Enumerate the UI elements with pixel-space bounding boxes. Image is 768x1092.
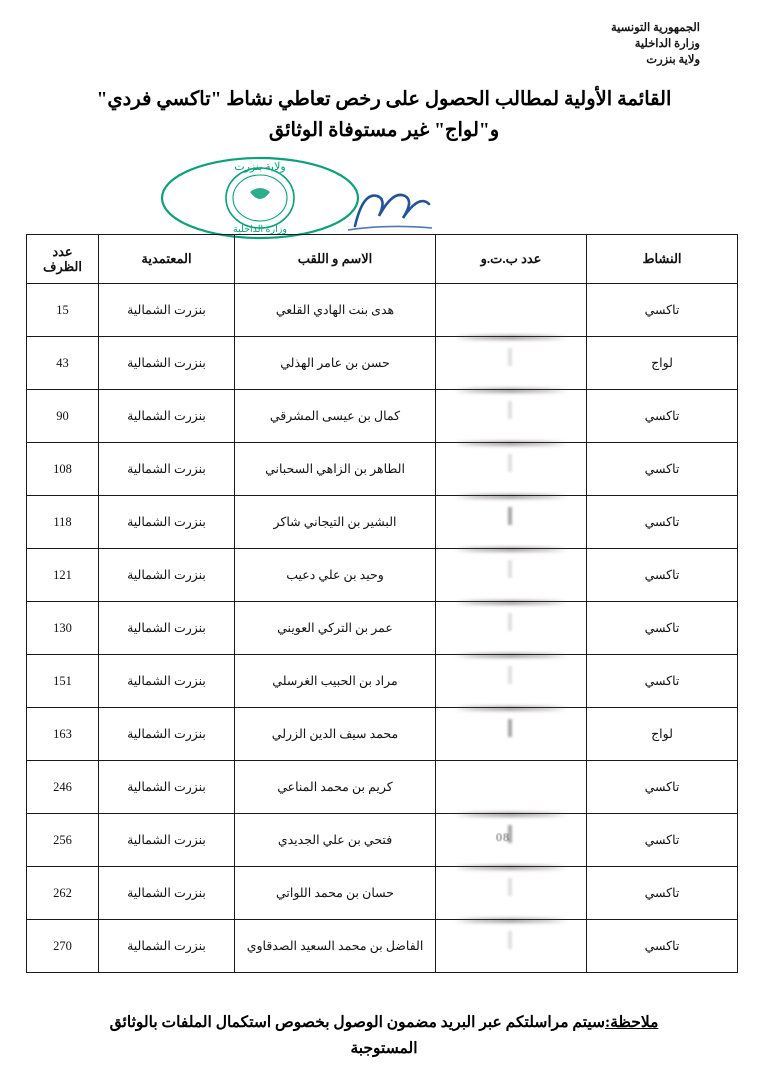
cell-envelope-number: 163 xyxy=(27,708,99,761)
ink-smudge xyxy=(436,602,586,654)
cell-envelope-number: 43 xyxy=(27,337,99,390)
cell-department: بنزرت الشمالية xyxy=(99,655,235,708)
cell-envelope-number: 262 xyxy=(27,867,99,920)
cell-department: بنزرت الشمالية xyxy=(99,761,235,814)
cell-department: بنزرت الشمالية xyxy=(99,337,235,390)
table-row xyxy=(27,602,738,655)
ink-smudge xyxy=(436,867,586,919)
footer-note-label: ملاحظة: xyxy=(605,1014,659,1031)
column-header-envelope-line-1: عدد xyxy=(52,244,73,259)
cell-activity: تاكسي xyxy=(587,390,738,443)
cell-envelope-number: 256 xyxy=(27,814,99,867)
cell-envelope-number: 130 xyxy=(27,602,99,655)
letterhead-line-1: الجمهورية التونسية xyxy=(610,22,700,34)
footer-note-line-1: سيتم مراسلتكم عبر البريد مضمون الوصول بخصوص استكمال الملفات بالوثائق xyxy=(109,1014,606,1031)
cell-envelope-number: 118 xyxy=(27,496,99,549)
ink-smudge xyxy=(436,390,586,442)
cell-envelope-number: 108 xyxy=(27,443,99,496)
cell-name: وحيد بن علي دعيب xyxy=(235,549,436,602)
cell-department: بنزرت الشمالية xyxy=(99,284,235,337)
cell-envelope-number: 121 xyxy=(27,549,99,602)
table-row xyxy=(27,655,738,708)
title-line-1: القائمة الأولية لمطالب الحصول على رخص تعاطي نشاط "تاكسي فردي" xyxy=(96,89,672,110)
cell-envelope-number: 246 xyxy=(27,761,99,814)
cell-department: بنزرت الشمالية xyxy=(99,390,235,443)
column-header-envelope-line-2: الظرف xyxy=(43,259,82,274)
cell-name: محمد سيف الدين الزرلي xyxy=(235,708,436,761)
column-header-name: الاسم و اللقب xyxy=(235,235,436,284)
cell-name: الطاهر بن الزاهي السحباني xyxy=(235,443,436,496)
cell-department: بنزرت الشمالية xyxy=(99,496,235,549)
column-header-activity: النشاط xyxy=(587,235,738,284)
letterhead xyxy=(611,20,700,68)
cell-envelope-number: 90 xyxy=(27,390,99,443)
table-row xyxy=(27,761,738,814)
cell-count xyxy=(436,549,587,602)
cell-name: فتحي بن علي الجديدي xyxy=(235,814,436,867)
cell-count xyxy=(436,920,587,973)
cell-department: بنزرت الشمالية xyxy=(99,814,235,867)
cell-activity: تاكسي xyxy=(587,655,738,708)
cell-count xyxy=(436,867,587,920)
cell-activity: تاكسي xyxy=(587,602,738,655)
page-title xyxy=(0,84,768,146)
cell-department: بنزرت الشمالية xyxy=(99,549,235,602)
column-header-count: عدد ب.ت.و xyxy=(436,235,587,284)
footer-note xyxy=(0,1010,768,1062)
svg-text:ولاية بنزرت: ولاية بنزرت xyxy=(234,161,286,173)
ink-smudge xyxy=(436,655,586,707)
cell-name: هدى بنت الهادي القلعي xyxy=(235,284,436,337)
cell-count xyxy=(436,443,587,496)
cell-count xyxy=(436,390,587,443)
letterhead-line-3: ولاية بنزرت xyxy=(646,54,700,66)
applicants-table xyxy=(26,234,738,973)
footer-note-line-2: المستوجبة xyxy=(350,1040,418,1057)
cell-department: بنزرت الشمالية xyxy=(99,708,235,761)
cell-name: كمال بن عيسى المشرقي xyxy=(235,390,436,443)
applicants-table-wrapper xyxy=(32,234,738,973)
cell-envelope-number: 15 xyxy=(27,284,99,337)
cell-count xyxy=(436,602,587,655)
ink-smudge xyxy=(436,708,586,760)
cell-name: حسن بن عامر الهذلي xyxy=(235,337,436,390)
cell-count xyxy=(436,284,587,337)
ink-smudge xyxy=(436,549,586,601)
table-row xyxy=(27,284,738,337)
column-header-department: المعتمدية xyxy=(99,235,235,284)
table-row xyxy=(27,814,738,867)
cell-envelope-number: 270 xyxy=(27,920,99,973)
cell-count xyxy=(436,761,587,814)
cell-activity: تاكسي xyxy=(587,920,738,973)
cell-activity: تاكسي xyxy=(587,814,738,867)
ink-smudge xyxy=(436,920,586,972)
cell-activity: لواج xyxy=(587,337,738,390)
cell-count xyxy=(436,814,587,867)
cell-activity: تاكسي xyxy=(587,443,738,496)
cell-name: كريم بن محمد المناعي xyxy=(235,761,436,814)
cell-count-value: 08 xyxy=(496,829,510,844)
cell-envelope-number: 151 xyxy=(27,655,99,708)
cell-activity: تاكسي xyxy=(587,549,738,602)
cell-department: بنزرت الشمالية xyxy=(99,867,235,920)
table-row xyxy=(27,337,738,390)
table-row xyxy=(27,549,738,602)
table-row xyxy=(27,390,738,443)
ink-smudge xyxy=(436,337,586,389)
cell-department: بنزرت الشمالية xyxy=(99,920,235,973)
cell-count xyxy=(436,496,587,549)
cell-count xyxy=(436,655,587,708)
cell-department: بنزرت الشمالية xyxy=(99,443,235,496)
title-line-2: و"لواج" غير مستوفاة الوثائق xyxy=(268,120,500,141)
table-row xyxy=(27,920,738,973)
table-header-row xyxy=(27,235,738,284)
table-row xyxy=(27,867,738,920)
cell-count xyxy=(436,708,587,761)
cell-activity: تاكسي xyxy=(587,867,738,920)
cell-name: عمر بن التركي العويني xyxy=(235,602,436,655)
cell-activity: تاكسي xyxy=(587,284,738,337)
ink-smudge xyxy=(436,496,586,548)
table-body xyxy=(27,284,738,973)
cell-activity: تاكسي xyxy=(587,496,738,549)
ink-smudge xyxy=(436,443,586,495)
table-row xyxy=(27,708,738,761)
cell-activity: لواج xyxy=(587,708,738,761)
ink-smudge xyxy=(436,814,586,866)
ink-smudge xyxy=(436,761,586,813)
svg-text:وزارة الداخلية: وزارة الداخلية xyxy=(233,225,287,235)
table-row xyxy=(27,496,738,549)
cell-name: البشير بن التيجاني شاكر xyxy=(235,496,436,549)
cell-department: بنزرت الشمالية xyxy=(99,602,235,655)
cell-name: مراد بن الحبيب الغرسلي xyxy=(235,655,436,708)
cell-name: الفاضل بن محمد السعيد الصدقاوي xyxy=(235,920,436,973)
cell-count xyxy=(436,337,587,390)
cell-activity: تاكسي xyxy=(587,761,738,814)
column-header-envelope xyxy=(27,235,99,284)
letterhead-line-2: وزارة الداخلية xyxy=(634,38,700,50)
ink-smudge xyxy=(436,284,586,336)
table-row xyxy=(27,443,738,496)
cell-name: حسان بن محمد اللواتي xyxy=(235,867,436,920)
